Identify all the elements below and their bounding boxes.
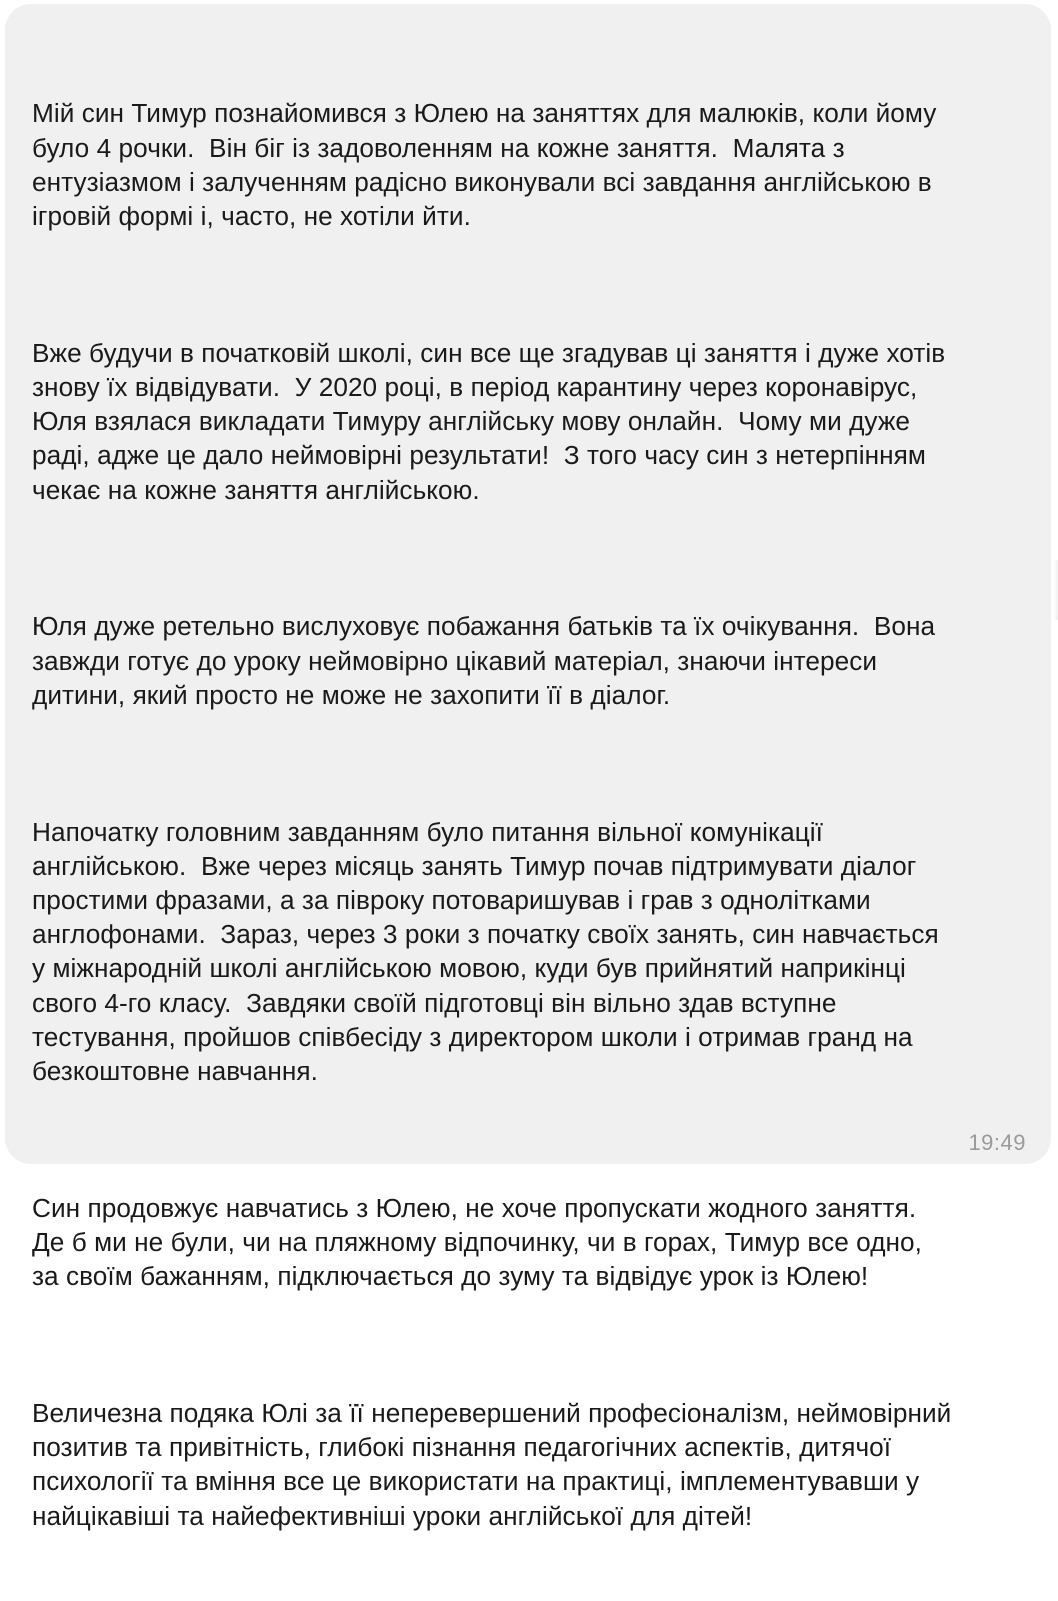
message-paragraph-4: Напочатку головним завданням було питання вільної комунікації англійською. Вже через місяць занять Тимур почав підтримувати діалог простими фразами, а за півроку потоваришував і грав з однолітками англофонами. Зараз, через 3 роки з початку своїх занять, син навчається у міжнародній школі англійською мовою, куди був прийнятий наприкінці свого 4-го класу. Завдяки своїй підготовці він вільно здав вступне тестування, пройшов співбесіду з директором школи і отримав гранд на безкоштовне навчання.: [32, 816, 939, 1087]
message-timestamp: 19:49: [968, 1130, 1026, 1155]
message-paragraph-6: Величезна подяка Юлі за її неперевершений професіоналізм, неймовірний позитив та привітність, глибокі пізнання педагогічних аспектів, дитячої психології та вміння все це використати на практиці, імплементувавши у найцікавіші та найефективніші уроки англійської для дітей!: [32, 1398, 952, 1531]
message-paragraph-5: Син продовжує навчатись з Юлею, не хоче пропускати жодного заняття. Де б ми не були, чи на пляжному відпочинку, чи в горах, Тимур все одно, за своїм бажанням, підключається до зуму та відвідує урок із Юлею!: [32, 1192, 922, 1292]
message-text: [32, 28, 1031, 1601]
message-bubble[interactable]: [5, 4, 1051, 1531]
edge-shadow: [1054, 560, 1058, 620]
message-paragraph-1: Мій син Тимур познайомився з Юлею на заняттях для малюків, коли йому було 4 рочки. Він біг із задоволенням на кожне заняття. Малята з ентузіазмом і залученням радісно виконували всі завдання англійською в ігровій формі і, часто, не хотіли йти.: [32, 98, 937, 232]
message-paragraph-2: Вже будучи в початковій школі, син все ще згадував ці заняття і дуже хотів знову їх відвідувати. У 2020 році, в період карантину через коронавірус, Юля взялася викладати Тимуру англійську мову онлайн. Чому ми дуже раді, адже це дало неймовірні результати! З того часу син з нетерпінням чекає на кожне заняття англійською.: [32, 337, 946, 505]
message-paragraph-3: Юля дуже ретельно вислуховує побажання батьків та їх очікування. Вона завжди готує до уроку неймовірно цікавий матеріал, знаючи інтереси дитини, який просто не може не захопити її в діалог.: [32, 611, 936, 710]
